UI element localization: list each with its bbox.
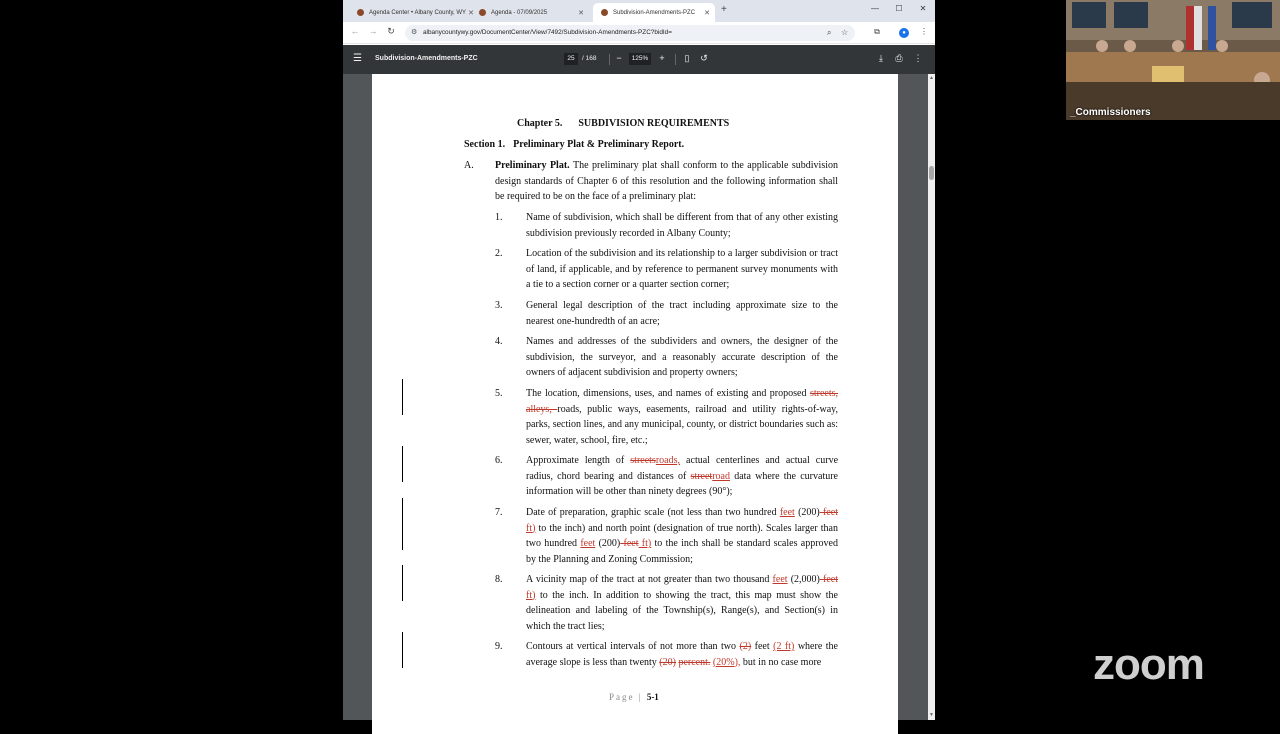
paragraph-heading: Preliminary Plat. <box>495 160 570 171</box>
inserted-text: (20%), <box>712 656 741 668</box>
text-run: data where the curvature information will be other than ninety degrees (90°); <box>526 470 838 497</box>
item-number: 7. <box>495 507 503 518</box>
item-number: 2. <box>495 248 503 259</box>
list-item: General legal description of the tract including approximate size to the nearest one-hundredth of an acre; <box>526 300 838 327</box>
search-icon[interactable]: ⌕ <box>827 28 832 37</box>
document-title: Subdivision-Amendments-PZC <box>375 55 478 62</box>
rotate-icon[interactable]: ↺ <box>700 53 708 63</box>
window-close-icon[interactable]: ✕ <box>919 4 927 13</box>
text-run: Contours at vertical intervals of not more than two <box>526 641 740 652</box>
text-run: (200) <box>595 538 621 549</box>
close-icon[interactable]: ✕ <box>578 9 584 17</box>
scroll-thumb[interactable] <box>929 166 934 180</box>
text-run: to the inch) and north point (designation of true north). Scales larger than two hundred <box>526 522 838 549</box>
text-run: to the inch. In addition to showing the tract, this map must show the delineation and labeling of the Township(s), Range(s), and Section(s) in which the tract lies; <box>526 589 838 632</box>
list-item <box>526 639 838 670</box>
item-number: 3. <box>495 300 503 311</box>
page-total: / 168 <box>582 55 597 62</box>
zoom-in-icon[interactable]: + <box>659 53 665 63</box>
text-run: actual centerlines and actual curve radius, chord bearing and distances of <box>526 455 839 482</box>
inserted-text: ft) <box>526 522 536 534</box>
list-item <box>526 505 838 567</box>
scroll-up-icon[interactable]: ▲ <box>929 75 934 81</box>
list-item: Names and addresses of the subdividers and owners, the designer of the subdivision, the surveyor, and a reasonably accurate description of the owners of adjacent subdivision and property owners; <box>526 336 838 378</box>
print-icon[interactable]: ⎙ <box>895 53 903 63</box>
council-chamber-video-icon <box>1066 0 1280 120</box>
tab-subdivision-amendments[interactable] <box>593 3 715 22</box>
item-number: 6. <box>495 455 503 466</box>
inserted-text: feet <box>580 538 596 549</box>
bookmark-star-icon[interactable]: ☆ <box>841 28 849 37</box>
browser-toolbar <box>343 22 935 44</box>
item-number: 9. <box>495 641 503 652</box>
inserted-text: roads, <box>655 455 680 466</box>
change-bar <box>402 446 403 482</box>
deleted-text: feet <box>819 574 838 585</box>
tab-label: Subdivision-Amendments-PZC <box>613 9 696 16</box>
item-number: 8. <box>495 574 503 585</box>
browser-window <box>343 0 935 720</box>
maximize-icon[interactable]: ☐ <box>895 4 903 13</box>
inserted-text: feet <box>779 507 795 518</box>
deleted-text: streets <box>630 455 656 466</box>
tab-strip <box>343 0 935 22</box>
section-number: Section 1. <box>464 139 506 150</box>
inserted-text: (2 ft) <box>773 641 795 652</box>
pdf-canvas[interactable] <box>343 74 928 720</box>
text-run: to the inch shall be standard scales approved by the Planning and Zoning Commission; <box>526 538 838 565</box>
forward-icon[interactable]: → <box>368 26 378 36</box>
text-run: feet <box>751 641 774 652</box>
list-item <box>526 453 838 500</box>
paragraph-body: The preliminary plat shall conform to the applicable subdivision design standards of Chapter 6 of this resolution and the following information shall be required to be on the face of a preliminary plat: <box>495 160 838 202</box>
inserted-text: road <box>712 470 730 482</box>
deleted-text: percent. <box>678 656 711 668</box>
change-bar <box>402 498 403 550</box>
toolbar-divider <box>609 54 610 65</box>
inserted-text: ft) <box>526 589 536 601</box>
favicon-icon <box>357 9 364 16</box>
pdf-more-icon[interactable]: ⋮ <box>913 53 923 63</box>
minimize-icon[interactable]: — <box>871 4 879 13</box>
tab-agenda[interactable] <box>471 3 589 22</box>
deleted-text: streets, alleys, <box>526 388 838 415</box>
inserted-text: ft) <box>638 538 652 549</box>
text-run: (200) <box>794 507 820 518</box>
url-text[interactable]: albanycountywy.gov/DocumentCenter/View/7492/Subdivision-Amendments-PZC?bidId= <box>423 29 672 36</box>
deleted-text: feet <box>819 507 838 518</box>
change-bar <box>402 632 403 668</box>
page-footer: Page | 5-1 <box>609 692 659 702</box>
hamburger-menu-icon[interactable]: ☰ <box>353 53 362 64</box>
new-tab-icon[interactable]: + <box>721 4 727 15</box>
profile-avatar-icon[interactable]: ● <box>899 28 909 38</box>
item-number: 4. <box>495 336 503 347</box>
favicon-icon <box>601 9 608 16</box>
fit-page-icon[interactable]: ▯ <box>684 53 690 63</box>
deleted-text: (20) <box>659 656 676 668</box>
change-bar <box>402 565 403 601</box>
zoom-level-input[interactable]: 125% <box>629 53 651 65</box>
download-icon[interactable]: ⤓ <box>879 53 883 63</box>
item-number: 1. <box>495 212 503 223</box>
change-bar <box>402 379 403 415</box>
participant-video[interactable] <box>1066 0 1280 120</box>
participant-name: _Commissioners <box>1070 107 1151 118</box>
item-number: 5. <box>495 388 503 399</box>
reload-icon[interactable]: ↻ <box>387 26 395 36</box>
browser-menu-icon[interactable]: ⋮ <box>920 27 928 36</box>
close-icon[interactable]: ✕ <box>704 9 710 17</box>
deleted-text: (2) <box>739 641 752 652</box>
chapter-heading <box>517 118 729 129</box>
text-run: where the average slope is less than twenty <box>526 641 838 668</box>
tab-label: Agenda - 07/09/2025 <box>491 9 548 16</box>
footer-page-number: 5-1 <box>646 692 659 702</box>
list-item: Name of subdivision, which shall be different from that of any other existing subdivision previously recorded in Albany County; <box>526 212 838 239</box>
close-icon[interactable]: ✕ <box>468 9 474 17</box>
text-run: Date of preparation, graphic scale (not less than two hundred <box>526 507 780 518</box>
favicon-icon <box>479 9 486 16</box>
back-icon[interactable]: ← <box>350 26 360 36</box>
pdf-scrollbar[interactable] <box>928 74 935 720</box>
list-item <box>526 386 838 448</box>
inserted-text: feet <box>772 574 788 585</box>
scroll-down-icon[interactable]: ▼ <box>929 712 934 718</box>
section-title: Preliminary Plat & Preliminary Report. <box>513 139 685 150</box>
pdf-page <box>372 74 898 734</box>
chapter-number: Chapter 5. <box>517 118 563 129</box>
chapter-title: SUBDIVISION REQUIREMENTS <box>578 118 730 129</box>
address-bar[interactable] <box>405 25 855 41</box>
page-number-input[interactable]: 25 <box>564 53 578 65</box>
list-item: Location of the subdivision and its relationship to a larger subdivision or tract of land, if applicable, and by reference to permanent survey monuments with a tie to a section corner or a quarter section corner; <box>526 248 838 290</box>
deleted-text: street <box>690 470 713 482</box>
text-run: Approximate length of <box>526 455 631 466</box>
zoom-logo: zoom <box>1093 640 1204 689</box>
toolbar-divider <box>675 54 676 65</box>
tab-label: Agenda Center • Albany County, WY <box>369 9 467 16</box>
section-heading <box>464 139 684 150</box>
deleted-text: feet <box>620 538 639 549</box>
text-run: roads, public ways, easements, railroad and utility rights-of-way, parks, section lines, and any municipal, county, or district boundaries such as: sewer, water, school, fire, etc.; <box>526 403 838 446</box>
zoom-out-icon[interactable]: − <box>616 53 622 63</box>
text-run: but in no case more <box>740 656 822 668</box>
footer-label: Page <box>609 692 635 702</box>
text-run: A vicinity map of the tract at not greater than two thousand <box>526 574 773 585</box>
paragraph-a <box>495 158 838 205</box>
list-item <box>526 572 838 634</box>
paragraph-letter: A. <box>464 160 474 171</box>
site-info-icon[interactable]: ⚙ <box>411 29 418 36</box>
text-run: The location, dimensions, uses, and names of existing and proposed <box>526 388 810 399</box>
tab-agenda-center[interactable] <box>349 3 474 22</box>
extensions-icon[interactable]: ⧉ <box>874 27 880 36</box>
text-run: (2,000) <box>787 574 820 585</box>
pdf-toolbar <box>343 45 935 74</box>
